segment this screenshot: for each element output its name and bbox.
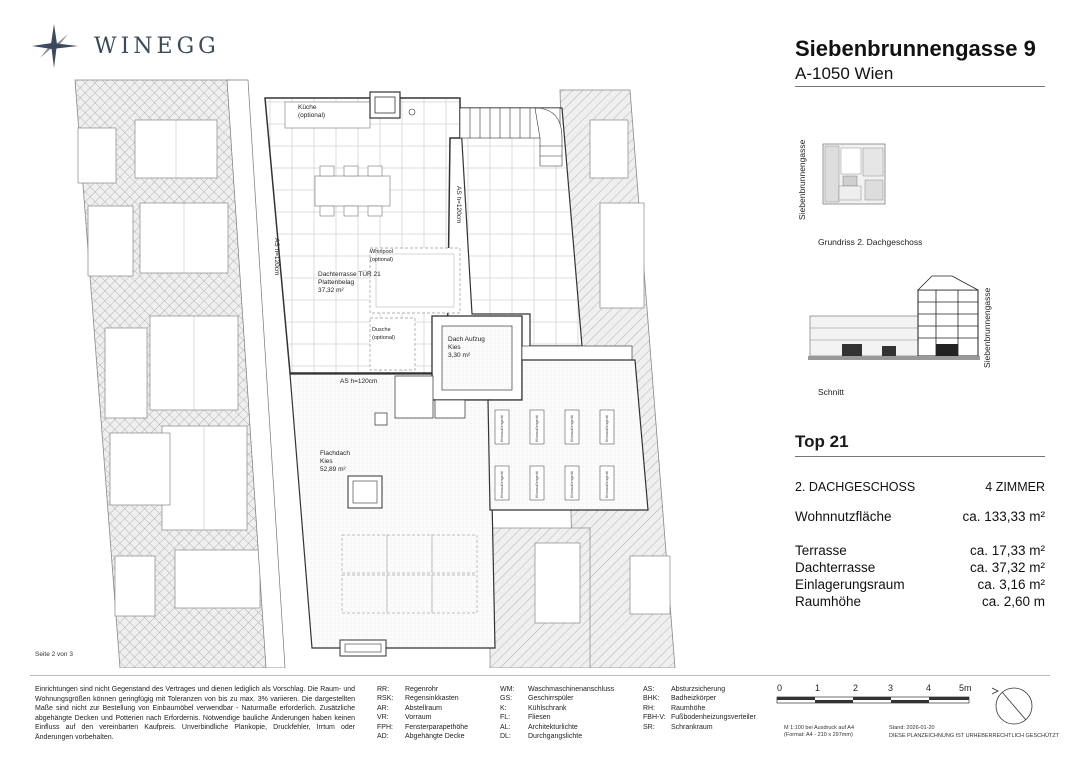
- ac-unit-label: Klimaaußengerät: [605, 415, 609, 442]
- ac-unit-label: Klimaaußengerät: [535, 415, 539, 442]
- scale-tick: 5m: [959, 683, 972, 693]
- keyplan-caption-section: Schnitt: [818, 387, 844, 397]
- ac-unit-label: Klimaaußengerät: [570, 471, 574, 498]
- area-value: ca. 17,33 m²: [969, 543, 1045, 558]
- scale-tick: 0: [777, 683, 783, 693]
- scale-tick: 2: [853, 683, 859, 693]
- scale-tick: 1: [815, 683, 821, 693]
- area-row: [795, 594, 1045, 609]
- ac-unit-label: Klimaaußengerät: [535, 471, 539, 498]
- disclaimer-text: Einrichtungen sind nicht Gegenstand des Vertrages und dienen lediglich als Vorschlag. Die Raum- und Wohnungsgrößen können geringfügig mit Toleranzen von bis zu max. 3% variieren. Die dargestellten Maße sind nicht zur Bestellung von Einbaumöbel verwendbar - Naturmaße erforderlich. Zusätzliche abgehängte Decken und Potterien nach Erfordernis. Notwendige bauliche Änderungen haben keinen Einfluss auf den vereinbarten Kaufpreis. Unverbindliche Plankopie, Druckfehler, Irrtum oder Änderungen vorbehalten.: [35, 686, 355, 741]
- legend-column-1: RR: Regenrohr RSK: Regensinkkasten AR: Abstellraum VR: Vorraum FPH: Fensterparapethöhe AD: Abgehängte Decke: [377, 686, 469, 741]
- unit-divider: [795, 456, 1045, 457]
- scale-bar: [775, 683, 985, 723]
- legend-column-2: WM: Waschmaschinenanschluss GS: Geschirrspüler K: Kühlschrank FL: Fliesen AL: Architekturlichte DL: Durchgangslichte: [500, 686, 615, 741]
- label-as-3: AS h=120cm: [340, 378, 378, 385]
- keyplan-street-label: Siebenbrunnengasse: [797, 139, 807, 220]
- area-value: ca. 2,60 m: [981, 594, 1045, 609]
- copyright-note: DIESE PLANZEICHNUNG IST URHEBERRECHTLICH GESCHÜTZT: [889, 733, 1060, 739]
- label-flatroof: Flachdach Kies 52,89 m²: [320, 450, 350, 473]
- unit-rooms: 4 ZIMMER: [985, 480, 1045, 494]
- floor-plan: [70, 78, 680, 668]
- scale-tick: 3: [888, 683, 894, 693]
- ac-unit-label: Klimaaußengerät: [500, 471, 504, 498]
- brand-logo: [30, 22, 250, 72]
- area-label: Raumhöhe: [795, 594, 862, 609]
- ac-unit-label: Klimaaußengerät: [500, 415, 504, 442]
- label-kueche: Küche (optional): [298, 104, 326, 119]
- area-label: Terrasse: [795, 543, 847, 558]
- keyplan-section: [808, 270, 988, 380]
- page-title: Siebenbrunnengasse 9: [795, 36, 1036, 61]
- plan-date: Stand: 2026-01-20: [889, 725, 935, 731]
- label-elevator: Dach Aufzug Kies 3,30 m²: [448, 336, 485, 359]
- ac-unit-label: Klimaaußengerät: [605, 471, 609, 498]
- label-as-1: AS h=120cm: [273, 238, 280, 276]
- ac-unit-label: Klimaaußengerät: [570, 415, 574, 442]
- area-value: ca. 3,16 m²: [977, 577, 1045, 592]
- keyplan-caption-plan: Grundriss 2. Dachgeschoss: [818, 237, 923, 247]
- unit-living-label: Wohnnutzfläche: [795, 509, 892, 524]
- area-value: ca. 37,32 m²: [969, 560, 1045, 575]
- area-row: [795, 560, 1045, 575]
- unit-floor-row: [795, 480, 1045, 494]
- area-row: [795, 543, 1045, 558]
- area-label: Einlagerungsraum: [795, 577, 905, 592]
- brand-name: WINEGG: [94, 34, 220, 59]
- unit-living-row: [795, 509, 1045, 524]
- compass-star-icon: [30, 22, 82, 72]
- keyplan-floor: [795, 140, 895, 230]
- keyplan-section-street-label: Siebenbrunnengasse: [982, 287, 992, 368]
- area-label: Dachterrasse: [795, 560, 876, 575]
- unit-living-value: ca. 133,33 m²: [962, 509, 1045, 524]
- north-arrow-icon: [990, 682, 1036, 728]
- unit-floor: 2. DACHGESCHOSS: [795, 480, 916, 494]
- footer-divider: [30, 675, 1050, 676]
- unit-name: Top 21: [795, 432, 849, 451]
- label-terrace: Dachterrasse TÜR 21 Plattenbelag 37,32 m²: [318, 271, 381, 294]
- legend-column-3: AS: Absturzsicherung BHK: Badheizkörper RH: Raumhöhe FBH-V: Fußbodenheizungsverteiler SR: Schrankraum: [643, 686, 756, 731]
- floor-plan-drawing: [70, 78, 680, 668]
- label-as-2: AS h=120cm: [455, 186, 462, 224]
- label-whirlpool: Whirlpool (optional): [370, 249, 393, 263]
- scale-note: M 1:100 bei Ausdruck auf A4 (Format: A4 - 210 x 297mm): [784, 725, 855, 738]
- page-subtitle: A-1050 Wien: [795, 64, 894, 83]
- scale-tick: 4: [926, 683, 932, 693]
- area-row: [795, 577, 1045, 592]
- page-number: Seite 2 von 3: [35, 651, 73, 658]
- header-divider: [795, 86, 1045, 87]
- label-dusche: Dusche (optional): [372, 327, 395, 341]
